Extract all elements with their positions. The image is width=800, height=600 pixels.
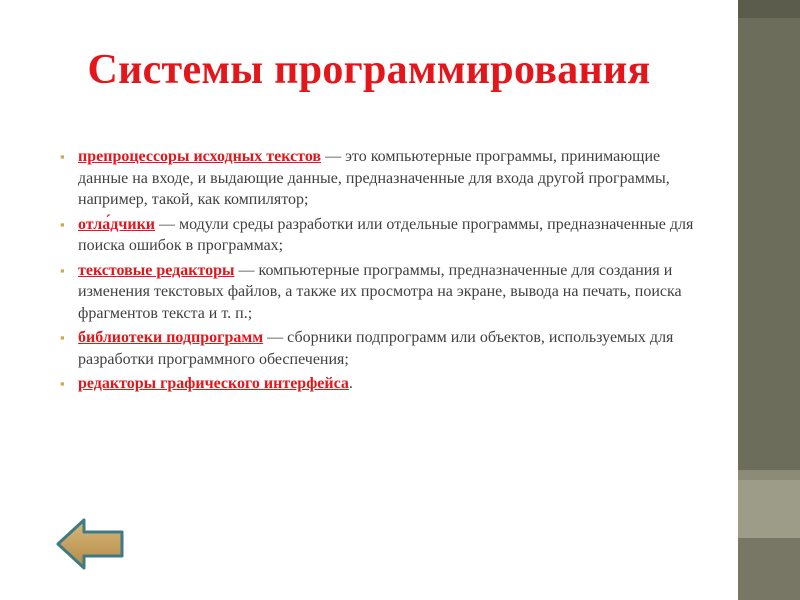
item-description: — сборники подпрограмм или объектов, используемых для разработки программного обеспечения; xyxy=(78,329,674,368)
bullet-icon: ▪ xyxy=(60,149,65,164)
term-link[interactable]: препроцессоры исходных текстов xyxy=(78,148,322,165)
left-arrow-icon xyxy=(54,516,126,572)
list-item xyxy=(58,327,698,370)
term-link[interactable]: редакторы графического интерфейса xyxy=(78,375,349,392)
term-link[interactable]: отла́дчики xyxy=(78,215,155,233)
list-item xyxy=(58,214,698,257)
sidebar-block xyxy=(738,0,800,18)
slide-title: Системы программирования xyxy=(87,47,651,93)
item-description: — это компьютерные программы, принимающие данные на входе, и выдающие данные, предназначенные для входа другой программы, например, такой, как компилятор; xyxy=(78,148,670,208)
bullet-icon: ▪ xyxy=(60,376,65,391)
bullet-icon: ▪ xyxy=(60,216,65,232)
item-description: — модули среды разработки или отдельные программы, предназначенные для поиска ошибок в программах; xyxy=(78,215,694,254)
term-link[interactable]: библиотеки подпрограмм xyxy=(78,329,264,346)
item-description: . xyxy=(348,375,353,392)
bullet-icon: ▪ xyxy=(60,262,65,278)
list-item xyxy=(58,373,698,395)
list-item xyxy=(58,260,698,325)
sidebar-block xyxy=(738,480,800,538)
back-button[interactable] xyxy=(54,516,126,572)
sidebar-block xyxy=(738,470,800,480)
sidebar-block xyxy=(738,538,800,600)
bullet-icon: ▪ xyxy=(60,330,65,345)
bullet-list xyxy=(58,146,698,398)
item-description: — компьютерные программы, предназначенные для создания и изменения текстовых файлов, а также их просмотра на экране, вывода на печать, поиска фрагментов текста и т. п.; xyxy=(78,261,682,322)
list-item xyxy=(58,146,698,211)
term-link[interactable]: текстовые редакторы xyxy=(78,261,235,279)
